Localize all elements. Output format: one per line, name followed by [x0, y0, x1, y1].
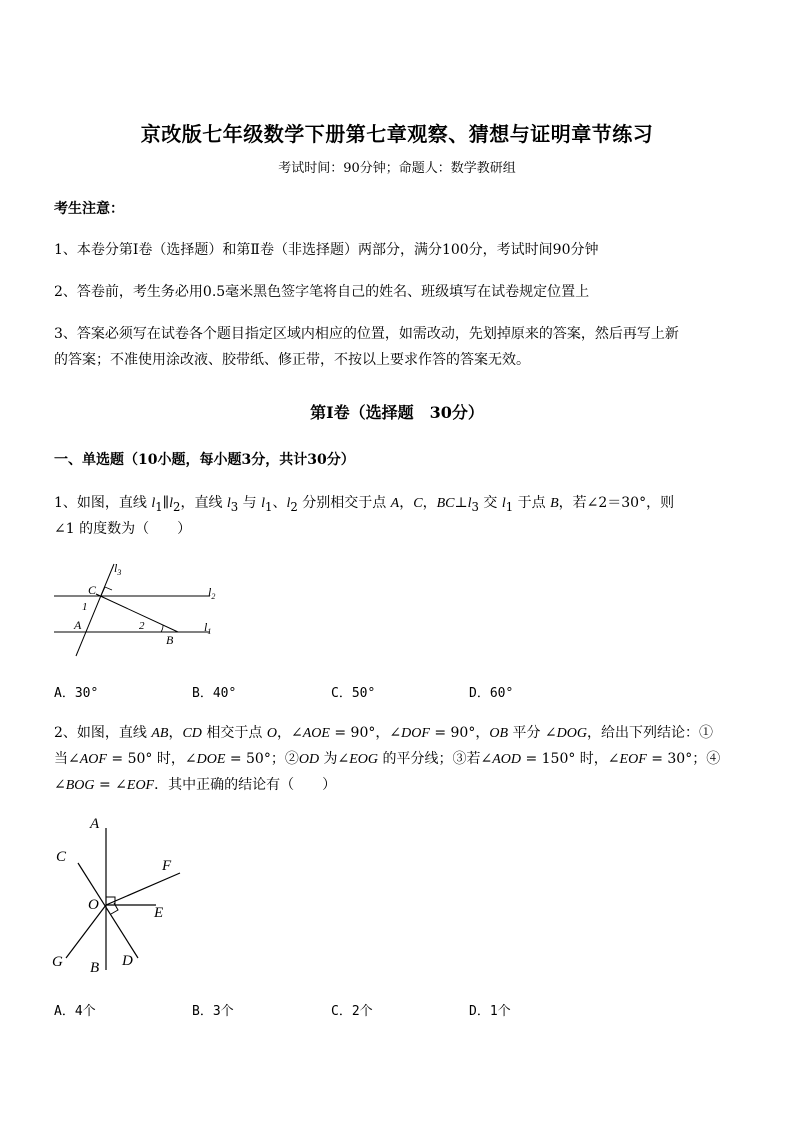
ray-og [66, 905, 106, 958]
q1-option-b[interactable]: B．40° [192, 686, 237, 701]
question-1-text-line1: 1、如图，直线 $l_1\parallel l_2$，直线 $l_3$ 与 $l_1$、$l_2$ 分别相交于点 A，C，$BC\perp l_3$ 交 $l_1$ 于点 B，若∠2＝30°，则 [54, 495, 675, 514]
label-l3: $l_3$ [114, 561, 122, 577]
q2-option-d[interactable]: D．1个 [469, 1004, 511, 1019]
label-l2: $l_2$ [208, 585, 216, 601]
q2-option-a[interactable]: A．4个 [54, 1004, 96, 1019]
label-point-o: O [88, 897, 99, 913]
q2-option-c[interactable]: C．2个 [331, 1004, 373, 1019]
line-cd [78, 863, 138, 958]
question-2-text-line3: ∠BOG = ∠EOF．其中正确的结论有（ ） [54, 777, 337, 793]
right-angle-mark [101, 587, 112, 596]
label-angle-1: 1 [82, 601, 88, 613]
question-1-figure [50, 558, 230, 663]
notice-heading: 考生注意： [54, 201, 124, 217]
angle-2-arc [161, 625, 163, 632]
question-2-text-line2: 当∠AOF = 50° 时，∠DOE = 50°；②OD 为∠EOG 的平分线；③若∠AOD = 150° 时，∠EOF = 30°；④ [54, 751, 721, 767]
label-angle-2: 2 [139, 620, 145, 632]
label-point-d: D [122, 953, 133, 969]
label-point-c: C [56, 849, 67, 865]
label-point-f: F [162, 858, 172, 874]
label-l1: $l_1$ [204, 620, 212, 636]
q1-option-d[interactable]: D．60° [469, 686, 514, 701]
question-2-figure [48, 808, 198, 978]
ray-of [106, 873, 180, 905]
notice-item-1: 1、本卷分第Ⅰ卷（选择题）和第Ⅱ卷（非选择题）两部分，满分100分，考试时间90分钟 [54, 242, 599, 258]
segment-bc [96, 594, 178, 632]
section-title: 第Ⅰ卷（选择题 30分） [310, 403, 484, 422]
page-title: 京改版七年级数学下册第七章观察、猜想与证明章节练习 [140, 122, 654, 146]
q1-option-c[interactable]: C．50° [331, 686, 376, 701]
question-2-text-line1: 2、如图，直线 AB，CD 相交于点 O，∠AOE = 90°，∠DOF = 90°，OB 平分 ∠DOG，给出下列结论：① [54, 725, 713, 741]
notice-item-3: 3、答案必须写在试卷各个题目指定区域内相应的位置，如需改动，先划掉原来的答案，然后再写上新 [54, 326, 679, 342]
part-heading: 一、单选题（10小题，每小题3分，共计30分） [54, 452, 355, 468]
label-point-a: A [74, 618, 82, 632]
label-point-c: C [88, 583, 97, 597]
notice-item-3-cont: 的答案；不准使用涂改液、胶带纸、修正带，不按以上要求作答的答案无效。 [54, 352, 530, 368]
label-point-b: B [90, 960, 100, 976]
label-point-g: G [52, 954, 63, 970]
notice-item-2: 2、答卷前，考生务必用0.5毫米黑色签字笔将自己的姓名、班级填写在试卷规定位置上 [54, 284, 590, 300]
label-point-b: B [166, 633, 174, 647]
exam-info: 考试时间：90分钟；命题人：数学教研组 [278, 161, 516, 176]
question-1-text-line2: ∠1 的度数为（ ） [54, 521, 192, 537]
label-point-e: E [154, 905, 164, 921]
q1-option-a[interactable]: A．30° [54, 686, 99, 701]
label-point-a: A [90, 816, 100, 832]
q2-option-b[interactable]: B．3个 [192, 1004, 234, 1019]
